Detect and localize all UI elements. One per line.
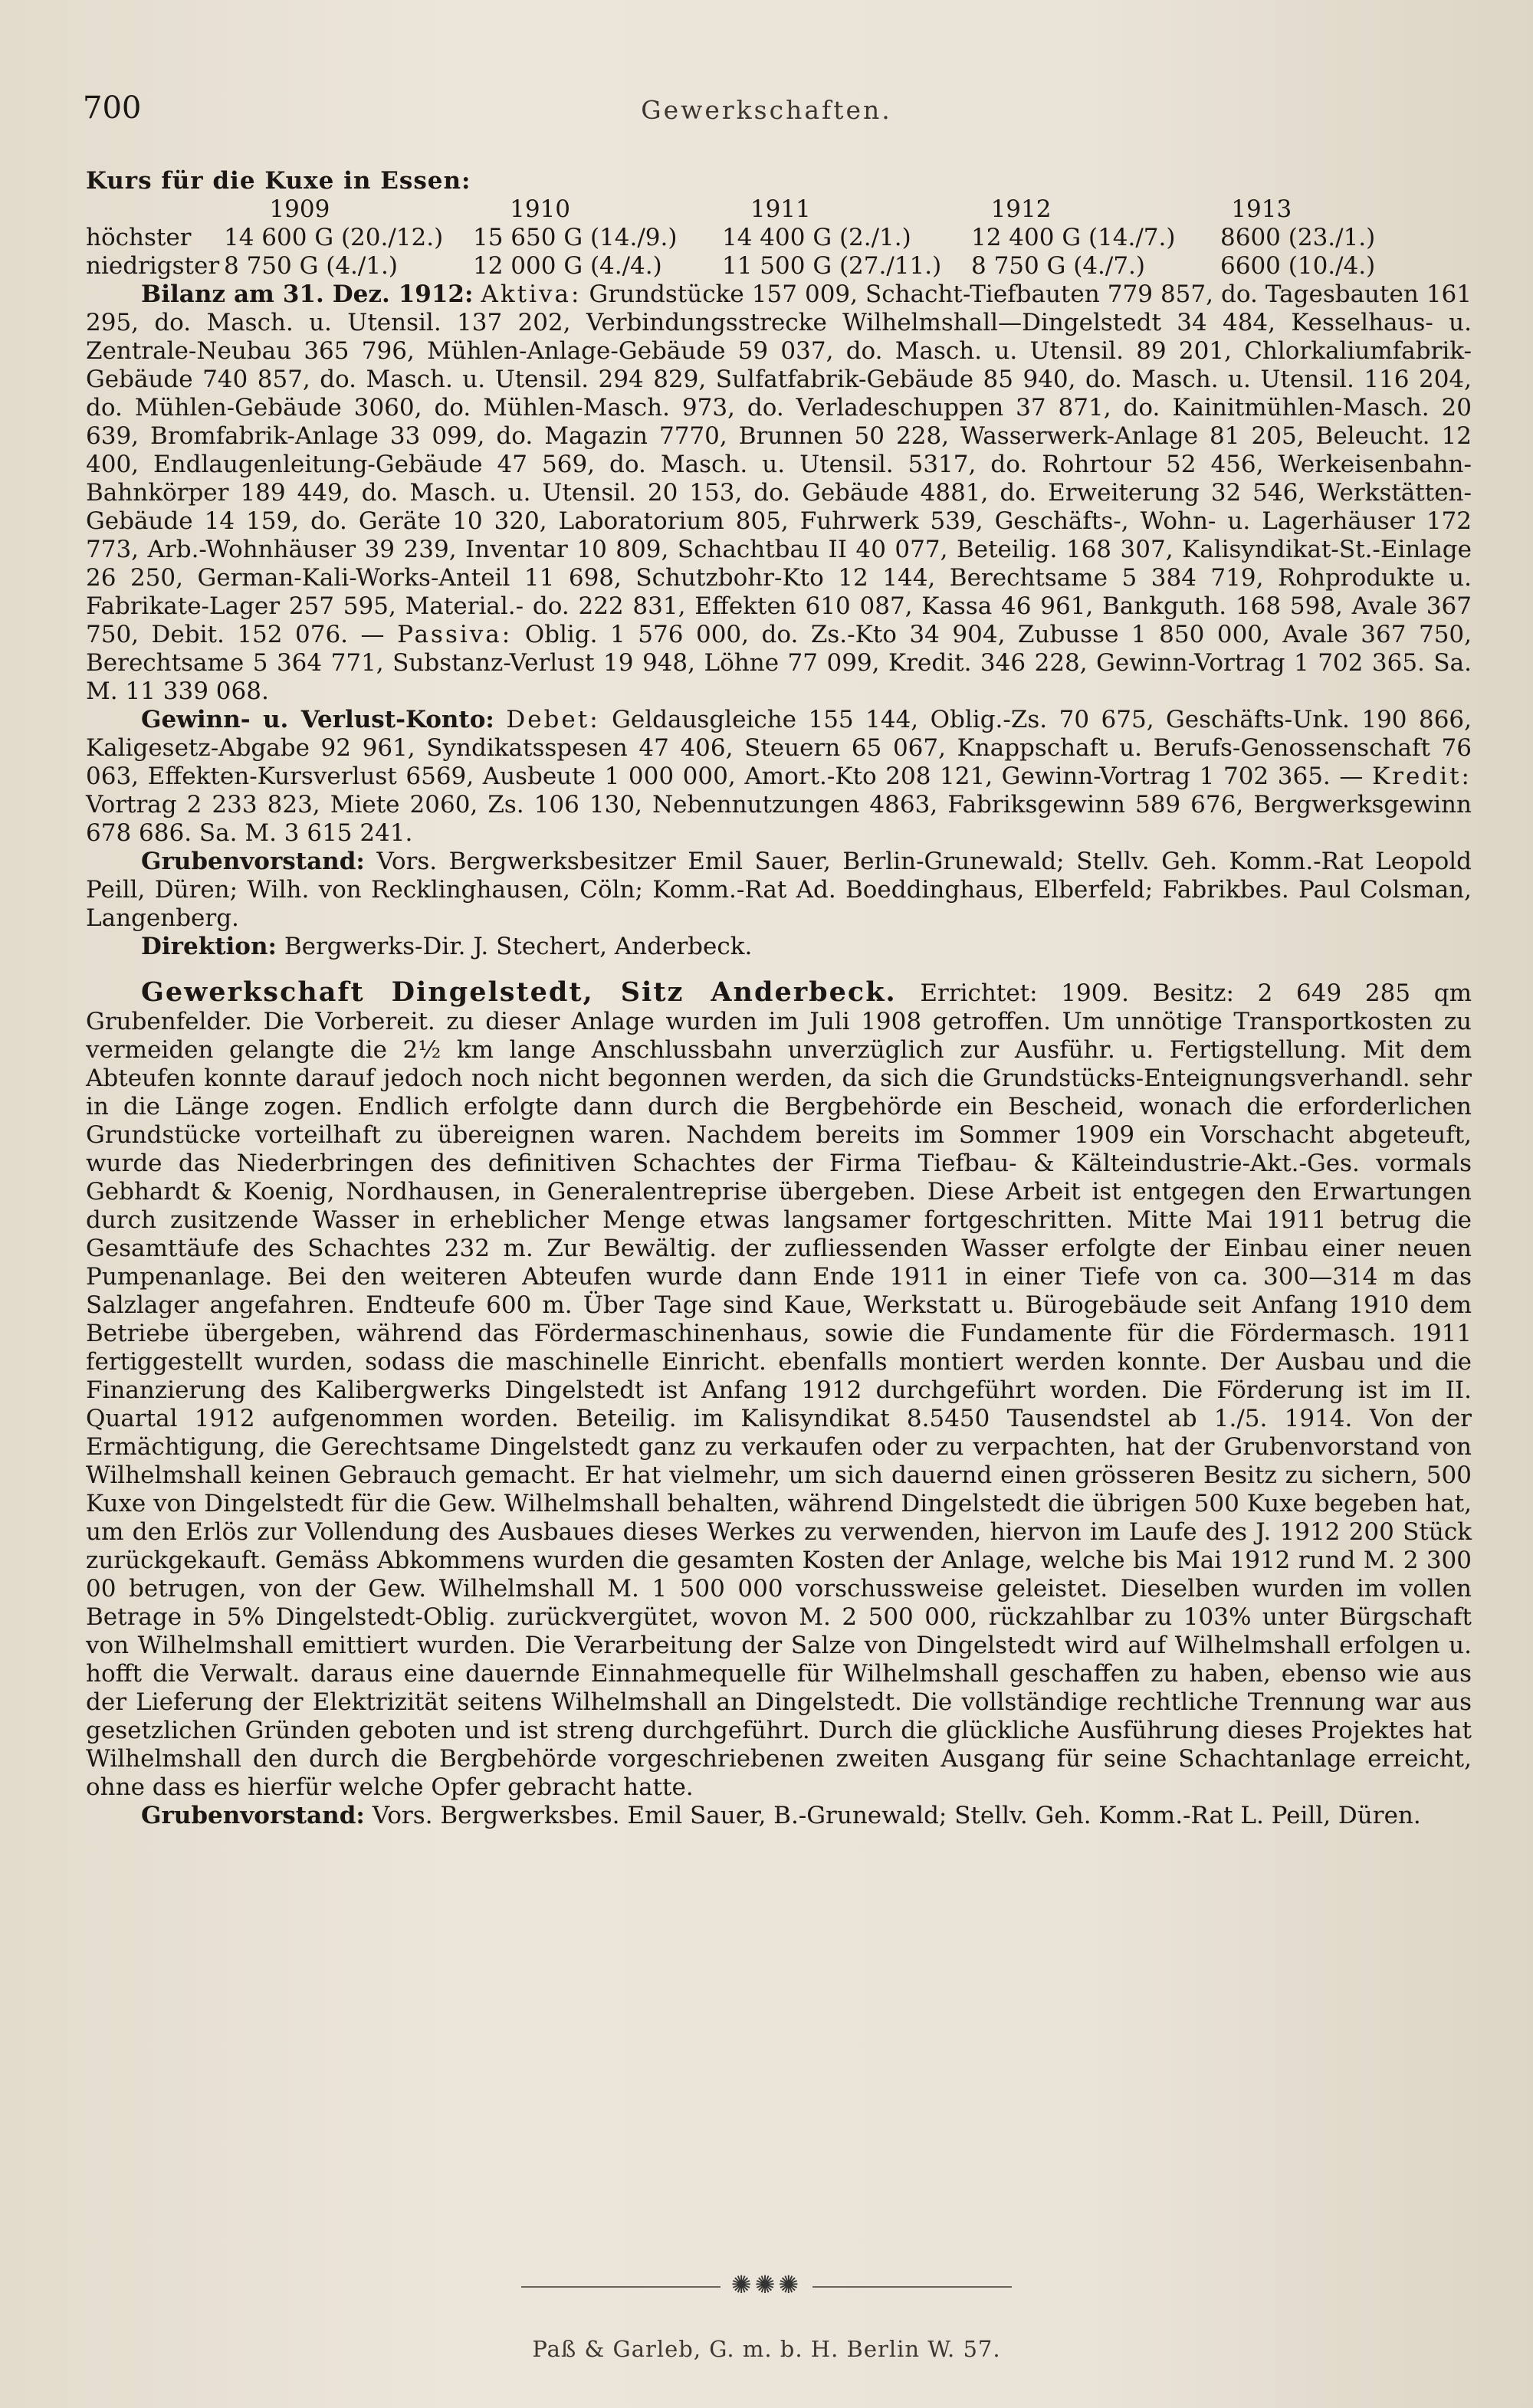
- passiva-text: Oblig. 1 576 000, do. Zs.-Kto 34 904, Zubusse 1 850 000, Avale 367 750, Berechtsame 5 364 771, Substanz-Verlust 19 948, Löhne 77 099, Kredit. 346 228, Gewinn-Vortrag 1 702 365. Sa. M. 11 339 068.: [86, 621, 1472, 705]
- direktion-title: Direktion:: [141, 933, 277, 960]
- kurs-year: 1910: [510, 195, 571, 223]
- gewinn-title: Gewinn- u. Verlust-Konto:: [141, 706, 494, 733]
- kurs-row-label: höchster: [86, 224, 192, 251]
- kurs-year: 1913: [1231, 195, 1292, 223]
- dingelstedt-title: Gewerkschaft Dingelstedt, Sitz Anderbeck.: [141, 976, 897, 1008]
- kurs-cell: 14 600 G (20./12.): [224, 224, 444, 251]
- kurs-years-row: [86, 195, 1472, 224]
- kurs-cell: 14 400 G (2./1.): [722, 224, 911, 251]
- main-content: [86, 167, 1472, 1830]
- printer-footer: Paß & Garleb, G. m. b. H. Berlin W. 57.: [532, 2336, 1001, 2362]
- kurs-year: 1909: [269, 195, 330, 223]
- grubenvorstand-title: Grubenvorstand:: [141, 848, 365, 875]
- kurs-row-niedrigster: [86, 252, 1472, 280]
- kurs-title: Kurs für die Kuxe in Essen:: [86, 167, 471, 195]
- aktiva-label: Aktiva:: [481, 280, 582, 308]
- kurs-cell: 8600 (23./1.): [1220, 224, 1376, 251]
- passiva-label: Passiva:: [397, 621, 513, 648]
- kurs-cell: 8 750 G (4./7.): [971, 252, 1146, 280]
- debet-label: Debet:: [506, 706, 600, 733]
- kredit-text: Vortrag 2 233 823, Miete 2060, Zs. 106 130, Nebennutzungen 4863, Fabriksgewinn 589 676, Bergwerksgewinn 678 686. Sa. M. 3 615 241.: [86, 791, 1472, 847]
- ornament-icon: ✺✺✺: [730, 2270, 803, 2299]
- grubenvorstand2-text: Vors. Bergwerksbes. Emil Sauer, B.-Grunewald; Stellv. Geh. Komm.-Rat L. Peill, Düren.: [372, 1802, 1421, 1829]
- page-number: 700: [83, 90, 142, 126]
- kurs-cell: 12 000 G (4./4.): [473, 252, 662, 280]
- kredit-label: Kredit:: [1372, 763, 1472, 790]
- bilanz-title: Bilanz am 31. Dez. 1912:: [141, 280, 474, 308]
- direktion-text: Bergwerks-Dir. J. Stechert, Anderbeck.: [284, 933, 753, 960]
- direktion-paragraph: [86, 933, 1472, 961]
- kurs-year: 1912: [990, 195, 1052, 223]
- kurs-cell: 11 500 G (27./11.): [722, 252, 942, 280]
- grubenvorstand2-title: Grubenvorstand:: [141, 1802, 365, 1829]
- kurs-cell: 15 650 G (14./9.): [473, 224, 678, 251]
- kurs-cell: 6600 (10./4.): [1220, 252, 1376, 280]
- debet-text: Geldausgleiche 155 144, Oblig.-Zs. 70 675, Geschäfts-Unk. 190 866, Kaligesetz-Abgabe 92 961, Syndikatsspesen 47 406, Steuern 65 067, Knappschaft u. Berufs-Genossenschaft 76 063, Effekten-Kursverlust 6569, Ausbeute 1 000 000, Amort.-Kto 208 121, Gewinn-Vortrag 1 702 365. —: [86, 706, 1472, 790]
- grubenvorstand-paragraph: [86, 848, 1472, 933]
- kurs-row-hoechster: [86, 224, 1472, 252]
- kurs-cell: 8 750 G (4./1.): [224, 252, 399, 280]
- section-ornament: [0, 2270, 1533, 2299]
- grubenvorstand2-paragraph: [86, 1802, 1472, 1830]
- kurs-year: 1911: [750, 195, 811, 223]
- aktiva-text: Grundstücke 157 009, Schacht-Tiefbauten 779 857, do. Tagesbauten 161 295, do. Masch. u. Utensil. 137 202, Verbindungsstrecke Wilhelmshall—Dingelstedt 34 484, Kesselhaus- u. Zentrale-Neubau 365 796, Mühlen-Anlage-Gebäude 59 037, do. Masch. u. Utensil. 89 201, Chlorkaliumfabrik-Gebäude 740 857, do. Masch. u. Utensil. 294 829, Sulfatfabrik-Gebäude 85 940, do. Masch. u. Utensil. 116 204, do. Mühlen-Gebäude 3060, do. Mühlen-Masch. 973, do. Verladeschuppen 37 871, do. Kainitmühlen-Masch. 20 639, Bromfabrik-Anlage 33 099, do. Magazin 7770, Brunnen 50 228, Wasserwerk-Anlage 81 205, Beleucht. 12 400, Endlaugenleitung-Gebäude 47 569, do. Masch. u. Utensil. 5317, do. Rohrtour 52 456, Werkeisenbahn-Bahnkörper 189 449, do. Masch. u. Utensil. 20 153, do. Gebäude 4881, do. Erweiterung 32 546, Werkstätten-Gebäude 14 159, do. Geräte 10 320, Laboratorium 805, Fuhrwerk 539, Geschäfts-, Wohn- u. Lagerhäuser 172 773, Arb.-Wohnhäuser 39 239, Inventar 10 809, Schachtbau II 40 077, Beteilig. 168 307, Kalisyndikat-St.-Einlage 26 250, German-Kali-Works-Anteil 11 698, Schutzbohr-Kto 12 144, Berechtsame 5 384 719, Rohprodukte u. Fabrikate-Lager 257 595, Material.- do. 222 831, Effekten 610 087, Kassa 46 961, Bankguth. 168 598, Avale 367 750, Debit. 152 076. —: [86, 280, 1472, 648]
- dingelstedt-paragraph: [86, 978, 1472, 1802]
- bilanz-paragraph: [86, 280, 1472, 706]
- kurs-row-label: niedrigster: [86, 252, 220, 280]
- dingelstedt-text: Errichtet: 1909. Besitz: 2 649 285 qm Grubenfelder. Die Vorbereit. zu dieser Anlage wurden im Juli 1908 getroffen. Um unnötige Transportkosten zu vermeiden gelangte die 2½ km lange Anschlussbahn unverzüglich zur Ausführ. u. Fertigstellung. Mit dem Abteufen konnte darauf jedoch noch nicht begonnen werden, da sich die Grundstücks-Enteignungsverhandl. sehr in die Länge zogen. Endlich erfolgte dann durch die Bergbehörde ein Bescheid, wonach die erforderlichen Grundstücke vorteilhaft zu übereignen waren. Nachdem bereits im Sommer 1909 ein Vorschacht abgeteuft, wurde das Niederbringen des definitiven Schachtes der Firma Tiefbau- & Kälteindustrie-Akt.-Ges. vormals Gebhardt & Koenig, Nordhausen, in Generalentreprise übergeben. Diese Arbeit ist entgegen den Erwartungen durch zusitzende Wasser in erheblicher Menge etwas langsamer fortgeschritten. Mitte Mai 1911 betrug die Gesamttäufe des Schachtes 232 m. Zur Bewältig. der zufliessenden Wasser erfolgte der Einbau einer neuen Pumpenanlage. Bei den weiteren Abteufen wurde dann Ende 1911 in einer Tiefe von ca. 300—314 m das Salzlager angefahren. Endteufe 600 m. Über Tage sind Kaue, Werkstatt u. Bürogebäude seit Anfang 1910 dem Betriebe übergeben, während das Fördermaschinenhaus, sowie die Fundamente für die Fördermasch. 1911 fertiggestellt wurden, sodass die maschinelle Einricht. ebenfalls montiert werden konnte. Der Ausbau und die Finanzierung des Kalibergwerks Dingelstedt ist Anfang 1912 durchgeführt worden. Die Förderung ist im II. Quartal 1912 aufgenommen worden. Beteilig. im Kalisyndikat 8.5450 Tausendstel ab 1./5. 1914. Von der Ermächtigung, die Gerechtsame Dingelstedt ganz zu verkaufen oder zu verpachten, hat der Grubenvorstand von Wilhelmshall keinen Gebrauch gemacht. Er hat vielmehr, um sich dauernd einen grösseren Besitz zu sichern, 500 Kuxe von Dingelstedt für die Gew. Wilhelmshall behalten, während Dingelstedt die übrigen 500 Kuxe begeben hat, um den Erlös zur Vollendung des Ausbaues dieses Werkes zu verwenden, hiervon im Laufe des J. 1912 200 Stück zurückgekauft. Gemäss Abkommens wurden die gesamten Kosten der Anlage, welche bis Mai 1912 rund M. 2 300 00 betrugen, von der Gew. Wilhelmshall M. 1 500 000 vorschussweise geleistet. Dieselben wurden im vollen Betrage in 5% Dingelstedt-Oblig. zurückvergütet, wovon M. 2 500 000, rückzahlbar zu 103% unter Bürgschaft von Wilhelmshall emittiert wurden. Die Verarbeitung der Salze von Dingelstedt wird auf Wilhelmshall erfolgen u. hofft die Verwalt. daraus eine dauernde Einnahmequelle für Wilhelmshall geschaffen zu haben, ebenso wie aus der Lieferung der Elektrizität seitens Wilhelmshall an Dingelstedt. Die vollständige rechtliche Trennung war aus gesetzlichen Gründen geboten und ist streng durchgeführt. Durch die glückliche Ausführung dieses Projektes hat Wilhelmshall den durch die Bergbehörde vorgeschriebenen zweiten Ausgang für seine Schachtanlage erreicht, ohne dass es hierfür welche Opfer gebracht hatte.: [86, 979, 1472, 1801]
- kurs-cell: 12 400 G (14./7.): [971, 224, 1176, 251]
- gewinn-paragraph: [86, 706, 1472, 848]
- grubenvorstand-text: Vors. Bergwerksbesitzer Emil Sauer, Berlin-Grunewald; Stellv. Geh. Komm.-Rat Leopold Peill, Düren; Wilh. von Recklinghausen, Cöln; Komm.-Rat Ad. Boeddinghaus, Elberfeld; Fabrikbes. Paul Colsman, Langenberg.: [86, 848, 1472, 932]
- running-head: Gewerkschaften.: [641, 95, 892, 125]
